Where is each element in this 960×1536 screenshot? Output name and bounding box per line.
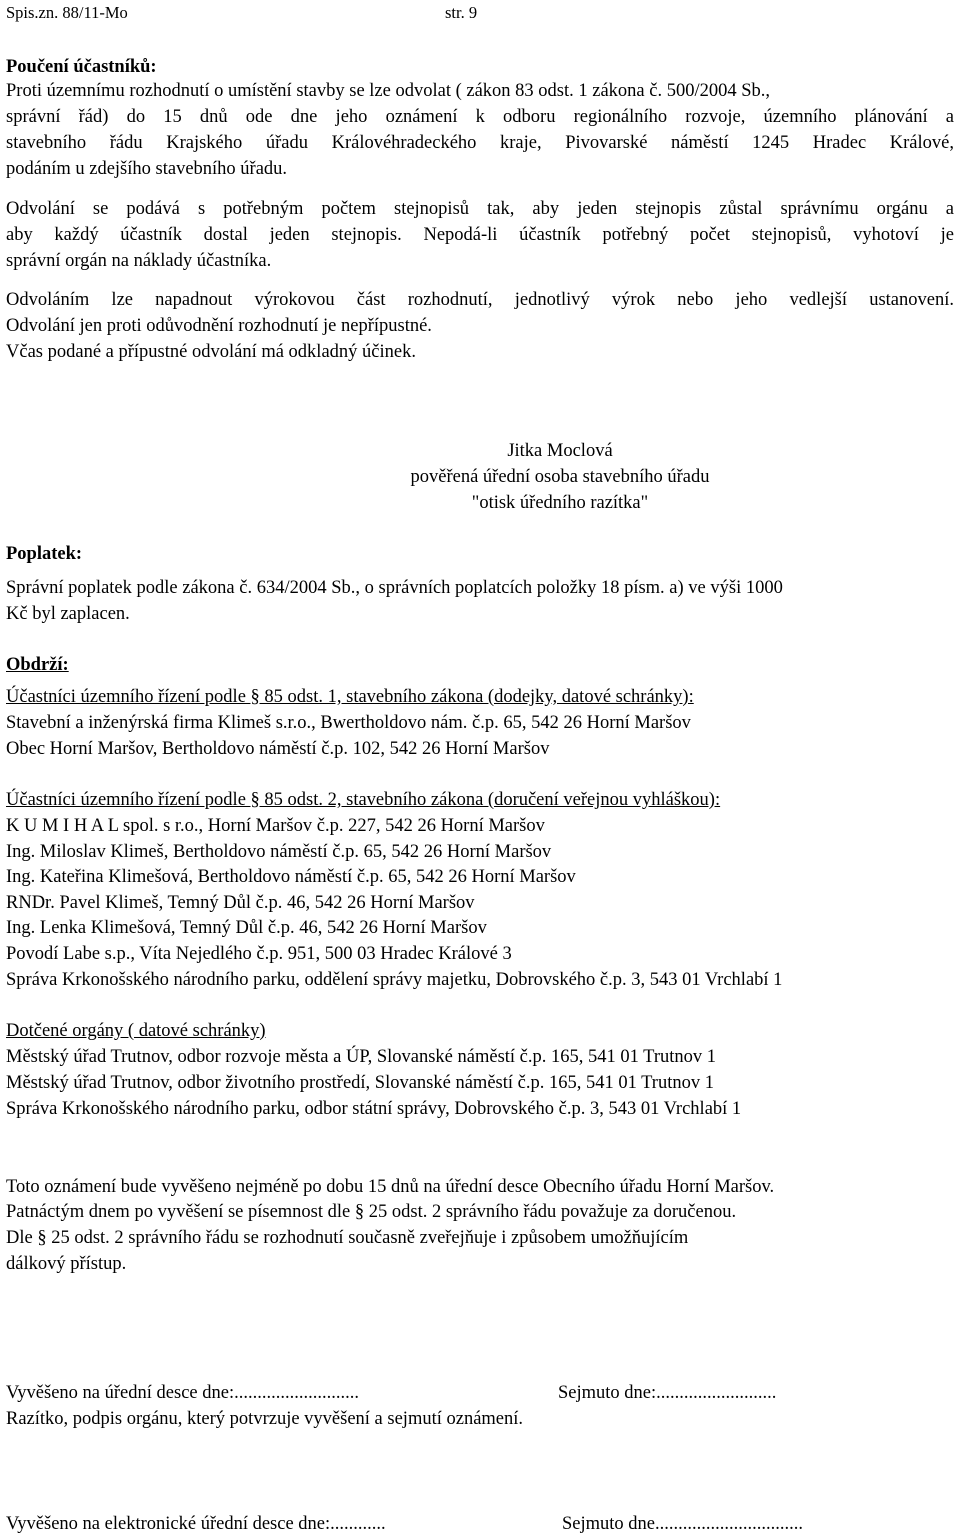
oznameni-line: Patnáctým dnem po vyvěšení se písemnost dle § 25 odst. 2 správního řádu považuje za doručenou.	[6, 1202, 737, 1222]
stamp-placeholder: "otisk úředního razítka"	[471, 493, 649, 513]
oznameni-line: Toto oznámení bude vyvěšeno nejméně po dobu 15 dnů na úřední desce Obecního úřadu Horní Maršov.	[6, 1177, 775, 1197]
recipient-item: K U M I H A L spol. s r.o., Horní Maršov č.p. 227, 542 26 Horní Maršov	[6, 816, 545, 836]
pouceni-line: Proti územnímu rozhodnutí o umístění stavby se lze odvolat ( zákon 83 odst. 1 zákona č. 500/2004 Sb.,	[6, 81, 771, 101]
removed-electronic-date-field: Sejmuto dne................................	[562, 1514, 804, 1534]
pouceni-heading: Poučení účastníků:	[6, 57, 157, 77]
odvolani2-line: Včas podané a přípustné odvolání má odkladný účinek.	[6, 342, 416, 362]
page-number: str. 9	[445, 3, 478, 22]
signatory-role: pověřená úřední osoba stavebního úřadu	[410, 467, 710, 487]
recipient-item: Stavební a inženýrská firma Klimeš s.r.o., Bwertholdovo nám. č.p. 65, 542 26 Horní Maršov	[6, 713, 691, 733]
recipient-item: Správa Krkonošského národního parku, odbor státní správy, Dobrovského č.p. 3, 543 01 Vrchlabí 1	[6, 1099, 742, 1119]
poplatek-heading: Poplatek:	[6, 544, 83, 564]
obdrzi-heading: Obdrží:	[6, 655, 69, 675]
recipient-item: Ing. Kateřina Klimešová, Bertholdovo náměstí č.p. 65, 542 26 Horní Maršov	[6, 867, 576, 887]
recipient-item: Povodí Labe s.p., Víta Nejedlého č.p. 951, 500 03 Hradec Králové 3	[6, 944, 512, 964]
recipient-group-heading: Účastníci územního řízení podle § 85 odst. 1, stavebního zákona (dodejky, datové schránky):	[6, 687, 694, 707]
odvolani-line: aby každý účastník dostal jeden stejnopis. Nepodá-li účastník potřebný počet stejnopisů, vyhotoví je	[6, 225, 954, 245]
oznameni-line: Dle § 25 odst. 2 správního řádu se rozhodnutí současně zveřejňuje i způsobem umožňujícím	[6, 1228, 689, 1248]
recipient-item: Ing. Lenka Klimešová, Temný Důl č.p. 46, 542 26 Horní Maršov	[6, 918, 487, 938]
odvolani2-line: Odvolání jen proti odůvodnění rozhodnutí je nepřípustné.	[6, 316, 432, 336]
oznameni-line: dálkový přístup.	[6, 1254, 127, 1274]
recipient-item: Městský úřad Trutnov, odbor životního prostředí, Slovanské náměstí č.p. 165, 541 01 Trutnov 1	[6, 1073, 714, 1093]
file-reference: Spis.zn. 88/11-Mo	[6, 3, 128, 22]
posted-electronic-date-field: Vyvěšeno na elektronické úřední desce dne:............	[6, 1514, 386, 1534]
recipient-item: Městský úřad Trutnov, odbor rozvoje města a ÚP, Slovanské náměstí č.p. 165, 541 01 Trutnov 1	[6, 1047, 717, 1067]
odvolani-line: správní orgán na náklady účastníka.	[6, 251, 272, 271]
poplatek-line: Kč byl zaplacen.	[6, 604, 130, 624]
recipient-item: Správa Krkonošského národního parku, oddělení správy majetku, Dobrovského č.p. 3, 543 01 Vrchlabí 1	[6, 970, 783, 990]
recipient-group-heading: Účastníci územního řízení podle § 85 odst. 2, stavebního zákona (doručení veřejnou vyhláškou):	[6, 790, 721, 810]
recipient-item: Ing. Miloslav Klimeš, Bertholdovo náměstí č.p. 65, 542 26 Horní Maršov	[6, 842, 552, 862]
recipient-item: RNDr. Pavel Klimeš, Temný Důl č.p. 46, 542 26 Horní Maršov	[6, 893, 475, 913]
odvolani2-line: Odvoláním lze napadnout výrokovou část rozhodnutí, jednotlivý výrok nebo jeho vedlejší ustanovení.	[6, 290, 954, 310]
poplatek-line: Správní poplatek podle zákona č. 634/2004 Sb., o správních poplatcích položky 18 písm. a) ve výši 1000	[6, 578, 783, 598]
recipient-item: Obec Horní Maršov, Bertholdovo náměstí č.p. 102, 542 26 Horní Maršov	[6, 739, 550, 759]
pouceni-line: stavebního řádu Krajského úřadu Královéhradeckého kraje, Pivovarské náměstí 1245 Hradec Králové,	[6, 133, 954, 153]
removed-date-field: Sejmuto dne:..........................	[558, 1383, 777, 1403]
recipient-group-heading: Dotčené orgány ( datové schránky)	[6, 1021, 266, 1041]
signatory-name: Jitka Moclová	[507, 441, 613, 461]
stamp-signature-note: Razítko, podpis orgánu, který potvrzuje vyvěšení a sejmutí oznámení.	[6, 1409, 524, 1429]
pouceni-line: správní řád) do 15 dnů ode dne jeho oznámení k odboru regionálního rozvoje, územního plánování a	[6, 107, 954, 127]
pouceni-line: podáním u zdejšího stavebního úřadu.	[6, 159, 288, 179]
posted-date-field: Vyvěšeno na úřední desce dne:...........................	[6, 1383, 359, 1403]
odvolani-line: Odvolání se podává s potřebným počtem stejnopisů tak, aby jeden stejnopis zůstal správnímu orgánu a	[6, 199, 954, 219]
